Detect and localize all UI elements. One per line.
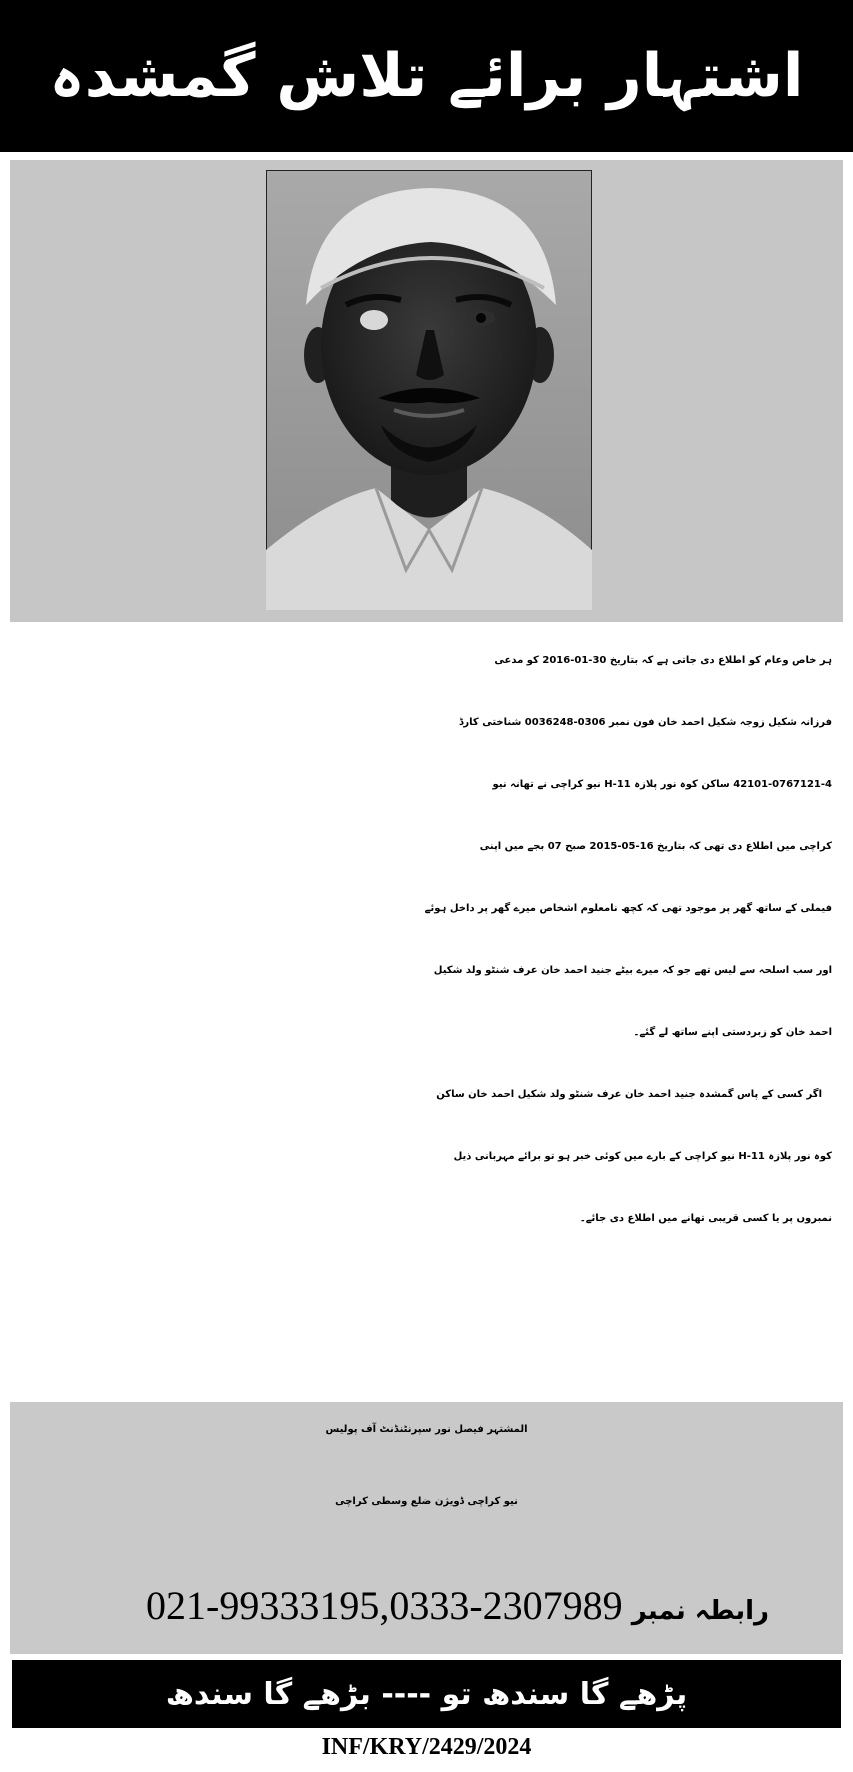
slogan-bar xyxy=(12,1660,841,1728)
advertiser-name: المشتہر فیصل نور سپرنٹنڈنٹ آف پولیس xyxy=(325,1424,528,1435)
body-line: احمد خان کو زبردستی اپنے ساتھ لے گئے۔ xyxy=(633,1027,832,1038)
ad-title: اشتہار برائے تلاش گمشدہ xyxy=(49,41,804,111)
missing-person-photo xyxy=(266,170,592,610)
header-bar xyxy=(0,0,853,152)
body-line: فرزانہ شکیل زوجہ شکیل احمد خان فون نمبر 0306-0036248 شناختی کارڈ xyxy=(458,717,832,728)
announcement-body xyxy=(22,630,832,1250)
body-line: کوہ نور پلازہ H-11 نیو کراچی کے بارے میں کوئی خبر ہو تو برائے مہربانی ذیل xyxy=(453,1151,832,1162)
body-line: اگر کسی کے پاس گمشدہ جنید احمد خان عرف شنٹو ولد شکیل احمد خان ساکن xyxy=(436,1089,822,1100)
body-line: 42101-0767121-4 ساکن کوہ نور پلازہ H-11 نیو کراچی نے تھانہ نیو xyxy=(492,779,832,790)
body-line: کراچی میں اطلاع دی تھی کہ بتاریخ 16-05-2015 صبح 07 بجے میں اپنی xyxy=(479,841,832,852)
advertiser-division: نیو کراچی ڈویژن ضلع وسطی کراچی xyxy=(335,1496,518,1507)
contact-label: رابطہ نمبر xyxy=(631,1596,769,1626)
contact-numbers: 021-99333195,0333-2307989 xyxy=(146,1583,623,1628)
body-line: اور سب اسلحہ سے لیس تھے جو کہ میرے بیٹے جنید احمد خان عرف شنٹو ولد شکیل xyxy=(433,965,832,976)
body-line: نمبروں پر یا کسی قریبی تھانے میں اطلاع دی جائے۔ xyxy=(579,1213,832,1224)
reference-code: INF/KRY/2429/2024 xyxy=(321,1734,532,1760)
advertiser-panel xyxy=(10,1402,843,1654)
slogan: پڑھے گا سندھ تو ---- بڑھے گا سندھ xyxy=(165,1676,688,1712)
body-line: ہر خاص وعام کو اطلاع دی جاتی ہے کہ بتاریخ 30-01-2016 کو مدعی xyxy=(494,655,832,666)
body-line: فیملی کے ساتھ گھر پر موجود تھی کہ کچھ نامعلوم اشخاص میرے گھر پر داخل ہوئے xyxy=(424,903,832,914)
contact-row xyxy=(146,1582,769,1629)
photo-panel xyxy=(10,160,843,622)
